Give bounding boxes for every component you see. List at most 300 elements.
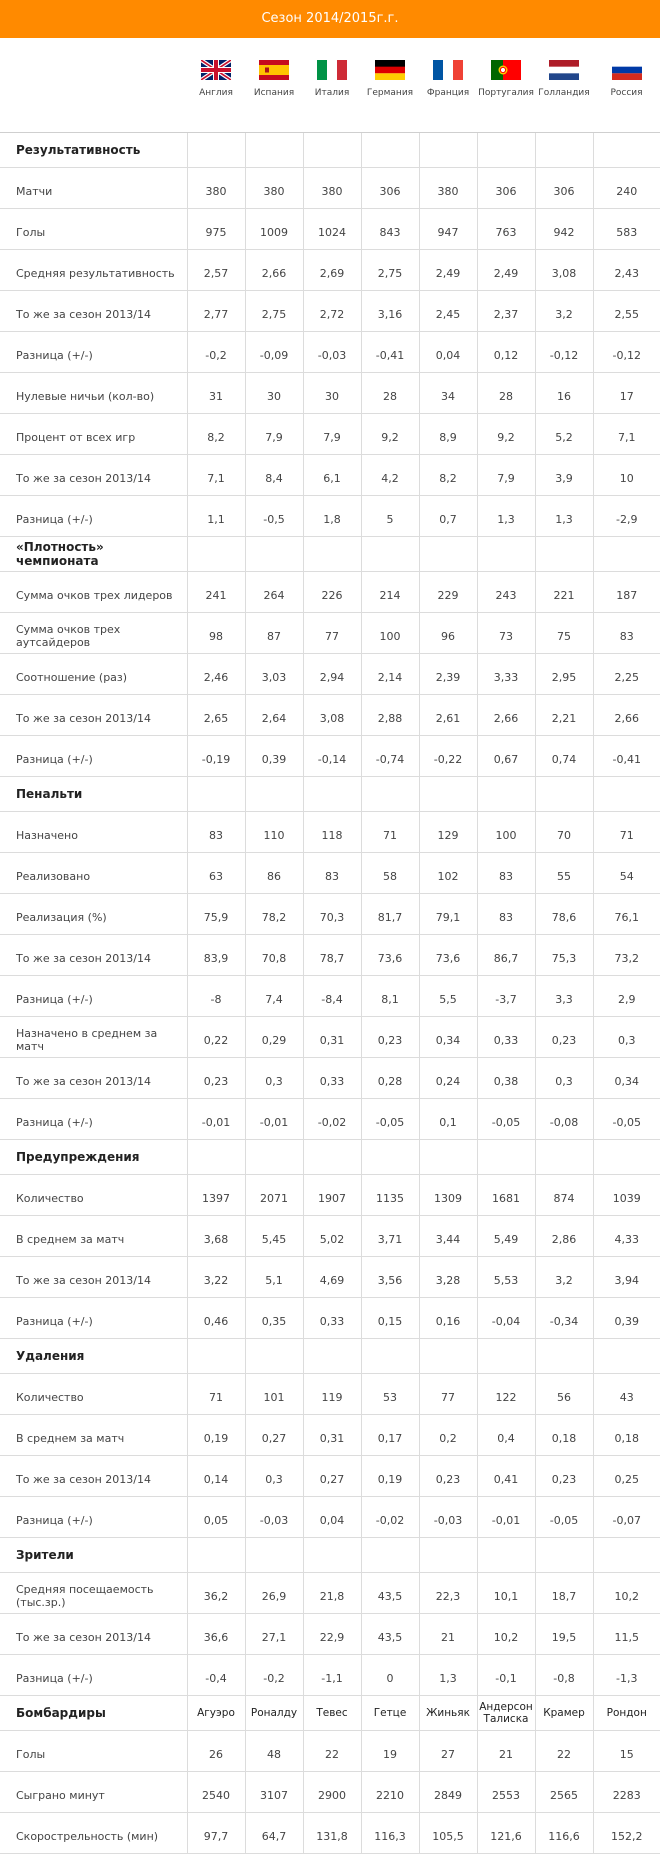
value-cell: 2,21 [535, 695, 593, 736]
country-3 [303, 38, 361, 133]
section-header-row [0, 1538, 660, 1573]
row-label: То же за сезон 2013/14 [0, 455, 187, 496]
value-cell: 7,1 [593, 414, 660, 455]
table-row [0, 455, 660, 496]
row-label: В среднем за матч [0, 1415, 187, 1456]
value-cell: 43,5 [361, 1573, 419, 1614]
value-cell: 3,16 [361, 291, 419, 332]
value-cell: 1039 [593, 1175, 660, 1216]
empty-cell [593, 537, 660, 572]
row-label: Голы [0, 1731, 187, 1772]
value-cell: -0,19 [187, 736, 245, 777]
value-cell: -0,12 [593, 332, 660, 373]
value-cell: 21,8 [303, 1573, 361, 1614]
value-cell: 36,6 [187, 1614, 245, 1655]
value-cell: 3,28 [419, 1257, 477, 1298]
value-cell: 110 [245, 812, 303, 853]
empty-cell [535, 1538, 593, 1573]
value-cell: 2,75 [245, 291, 303, 332]
table-row [0, 1456, 660, 1497]
value-cell: 19,5 [535, 1614, 593, 1655]
value-cell: 78,7 [303, 935, 361, 976]
value-cell: 30 [303, 373, 361, 414]
value-cell: 2,75 [361, 250, 419, 291]
value-cell: 306 [477, 168, 535, 209]
value-cell: -0,05 [361, 1099, 419, 1140]
value-cell: 34 [419, 373, 477, 414]
value-cell: 0,04 [303, 1497, 361, 1538]
value-cell: 77 [303, 613, 361, 654]
value-cell: 2,49 [419, 250, 477, 291]
value-cell: 3,3 [535, 976, 593, 1017]
value-cell: 43,5 [361, 1614, 419, 1655]
row-label: То же за сезон 2013/14 [0, 1257, 187, 1298]
empty-cell [535, 133, 593, 168]
value-cell: 0,33 [303, 1298, 361, 1339]
value-cell: 27 [419, 1731, 477, 1772]
season-header [0, 0, 660, 38]
value-cell: 2,43 [593, 250, 660, 291]
row-label: Разница (+/-) [0, 976, 187, 1017]
row-label: Количество [0, 1175, 187, 1216]
value-cell: 73,2 [593, 935, 660, 976]
value-cell: 0,04 [419, 332, 477, 373]
value-cell: -0,03 [419, 1497, 477, 1538]
value-cell: 70 [535, 812, 593, 853]
value-cell: 0,35 [245, 1298, 303, 1339]
table-row [0, 572, 660, 613]
value-cell: -0,34 [535, 1298, 593, 1339]
value-cell: 2,57 [187, 250, 245, 291]
value-cell: 73,6 [419, 935, 477, 976]
value-cell: 3,2 [535, 1257, 593, 1298]
value-cell: 0,4 [477, 1415, 535, 1456]
table-row [0, 1058, 660, 1099]
empty-cell [419, 537, 477, 572]
country-name: Франция [426, 88, 470, 98]
value-cell: 0 [361, 1655, 419, 1696]
value-cell: 264 [245, 572, 303, 613]
value-cell: 152,2 [593, 1813, 660, 1854]
value-cell: 0,23 [535, 1017, 593, 1058]
value-cell: 131,8 [303, 1813, 361, 1854]
france-flag-icon [433, 60, 463, 80]
value-cell: 48 [245, 1731, 303, 1772]
table-row [0, 1257, 660, 1298]
row-label: Средняя посещаемость (тыс.зр.) [0, 1573, 187, 1614]
table-row [0, 695, 660, 736]
country-name: Германия [366, 88, 414, 98]
value-cell: 102 [419, 853, 477, 894]
value-cell: -0,41 [593, 736, 660, 777]
section-header-row [0, 1339, 660, 1374]
country-4 [361, 38, 419, 133]
value-cell: 3,9 [535, 455, 593, 496]
italy-flag-icon [317, 60, 347, 80]
row-label: Процент от всех игр [0, 414, 187, 455]
value-cell: 28 [361, 373, 419, 414]
uk-flag-icon [201, 60, 231, 80]
spain-flag-icon [259, 60, 289, 80]
value-cell: -3,7 [477, 976, 535, 1017]
row-label: Матчи [0, 168, 187, 209]
value-cell: 0,27 [245, 1415, 303, 1456]
value-cell: 975 [187, 209, 245, 250]
value-cell: 78,6 [535, 894, 593, 935]
value-cell: 53 [361, 1374, 419, 1415]
germany-flag-icon [375, 60, 405, 80]
value-cell: 214 [361, 572, 419, 613]
value-cell: 2,72 [303, 291, 361, 332]
value-cell: 54 [593, 853, 660, 894]
value-cell: 0,17 [361, 1415, 419, 1456]
empty-cell [245, 1140, 303, 1175]
value-cell: -0,4 [187, 1655, 245, 1696]
value-cell: 26 [187, 1731, 245, 1772]
table-row [0, 414, 660, 455]
value-cell: 2,39 [419, 654, 477, 695]
table-row [0, 1298, 660, 1339]
value-cell: -0,12 [535, 332, 593, 373]
row-label: В среднем за матч [0, 1216, 187, 1257]
country-name: Россия [610, 88, 643, 98]
value-cell: 2,66 [477, 695, 535, 736]
value-cell: 1009 [245, 209, 303, 250]
table-row [0, 1731, 660, 1772]
value-cell: -2,9 [593, 496, 660, 537]
value-cell: 43 [593, 1374, 660, 1415]
value-cell: 3,68 [187, 1216, 245, 1257]
value-cell: 100 [361, 613, 419, 654]
value-cell: 71 [361, 812, 419, 853]
row-label: То же за сезон 2013/14 [0, 1058, 187, 1099]
value-cell: -0,02 [361, 1497, 419, 1538]
value-cell: 71 [187, 1374, 245, 1415]
country-6 [477, 38, 535, 133]
value-cell: 22,9 [303, 1614, 361, 1655]
row-label: Реализация (%) [0, 894, 187, 935]
empty-cell [477, 1538, 535, 1573]
value-cell: 0,46 [187, 1298, 245, 1339]
value-cell: 22 [303, 1731, 361, 1772]
section-header-row [0, 777, 660, 812]
value-cell: 63 [187, 853, 245, 894]
table-row [0, 1017, 660, 1058]
value-cell: 31 [187, 373, 245, 414]
empty-cell [477, 133, 535, 168]
value-cell: 76,1 [593, 894, 660, 935]
value-cell: 8,4 [245, 455, 303, 496]
empty-cell [303, 1140, 361, 1175]
value-cell: 5 [361, 496, 419, 537]
value-cell: 19 [361, 1731, 419, 1772]
value-cell: 0,3 [535, 1058, 593, 1099]
value-cell: -0,01 [477, 1497, 535, 1538]
empty-cell [361, 1538, 419, 1573]
table-row [0, 1655, 660, 1696]
value-cell: -0,04 [477, 1298, 535, 1339]
empty-cell [419, 777, 477, 812]
row-label: Сыграно минут [0, 1772, 187, 1813]
value-cell: 1309 [419, 1175, 477, 1216]
value-cell: -0,05 [477, 1099, 535, 1140]
empty-cell [361, 1140, 419, 1175]
value-cell: 0,34 [593, 1058, 660, 1099]
russia-flag-icon [612, 60, 642, 80]
value-cell: 10,2 [593, 1573, 660, 1614]
value-cell: 100 [477, 812, 535, 853]
empty-cell [303, 1339, 361, 1374]
empty-cell [419, 133, 477, 168]
value-cell: 98 [187, 613, 245, 654]
value-cell: 2,64 [245, 695, 303, 736]
player-name: Андерсон Талиска [477, 1696, 535, 1731]
row-label: Разница (+/-) [0, 1099, 187, 1140]
empty-cell [245, 537, 303, 572]
value-cell: 0,31 [303, 1017, 361, 1058]
value-cell: 306 [361, 168, 419, 209]
value-cell: 0,33 [303, 1058, 361, 1099]
value-cell: 83 [477, 894, 535, 935]
row-label: Разница (+/-) [0, 736, 187, 777]
row-label: Разница (+/-) [0, 332, 187, 373]
value-cell: 71 [593, 812, 660, 853]
player-name: Гетце [361, 1696, 419, 1731]
value-cell: 15 [593, 1731, 660, 1772]
value-cell: 81,7 [361, 894, 419, 935]
value-cell: 22 [535, 1731, 593, 1772]
row-label: Скорострельность (мин) [0, 1813, 187, 1854]
value-cell: 0,23 [419, 1456, 477, 1497]
value-cell: 2,86 [535, 1216, 593, 1257]
value-cell: 1,1 [187, 496, 245, 537]
value-cell: 70,3 [303, 894, 361, 935]
value-cell: 2,37 [477, 291, 535, 332]
empty-cell [187, 1538, 245, 1573]
value-cell: 2900 [303, 1772, 361, 1813]
value-cell: 3,2 [535, 291, 593, 332]
value-cell: -0,07 [593, 1497, 660, 1538]
empty-cell [245, 1339, 303, 1374]
value-cell: 0,19 [361, 1456, 419, 1497]
country-name: Англия [199, 88, 233, 98]
corner-cell [0, 38, 187, 133]
value-cell: -0,08 [535, 1099, 593, 1140]
netherlands-flag-icon [549, 60, 579, 80]
value-cell: 87 [245, 613, 303, 654]
empty-cell [187, 1140, 245, 1175]
table-row [0, 168, 660, 209]
value-cell: 2,77 [187, 291, 245, 332]
value-cell: -0,01 [245, 1099, 303, 1140]
value-cell: 1907 [303, 1175, 361, 1216]
country-name: Италия [314, 88, 350, 98]
section-title: Предупреждения [0, 1140, 187, 1175]
value-cell: 36,2 [187, 1573, 245, 1614]
empty-cell [477, 1339, 535, 1374]
value-cell: 16 [535, 373, 593, 414]
table-row [0, 250, 660, 291]
value-cell: -0,14 [303, 736, 361, 777]
row-label: Реализовано [0, 853, 187, 894]
value-cell: 5,1 [245, 1257, 303, 1298]
value-cell: 241 [187, 572, 245, 613]
value-cell: 947 [419, 209, 477, 250]
table-row [0, 373, 660, 414]
value-cell: 78,2 [245, 894, 303, 935]
value-cell: 1,8 [303, 496, 361, 537]
empty-cell [419, 1538, 477, 1573]
player-name: Крамер [535, 1696, 593, 1731]
value-cell: 1135 [361, 1175, 419, 1216]
value-cell: 18,7 [535, 1573, 593, 1614]
row-label: Количество [0, 1374, 187, 1415]
value-cell: 96 [419, 613, 477, 654]
value-cell: 8,2 [187, 414, 245, 455]
value-cell: 8,9 [419, 414, 477, 455]
value-cell: 1024 [303, 209, 361, 250]
value-cell: 380 [303, 168, 361, 209]
value-cell: 73,6 [361, 935, 419, 976]
empty-cell [245, 133, 303, 168]
row-label: Разница (+/-) [0, 1497, 187, 1538]
value-cell: -0,22 [419, 736, 477, 777]
value-cell: 763 [477, 209, 535, 250]
value-cell: 0,3 [245, 1058, 303, 1099]
value-cell: 5,2 [535, 414, 593, 455]
value-cell: 7,9 [303, 414, 361, 455]
value-cell: 2071 [245, 1175, 303, 1216]
value-cell: 73 [477, 613, 535, 654]
value-cell: 83 [593, 613, 660, 654]
value-cell: 3,03 [245, 654, 303, 695]
empty-cell [593, 1140, 660, 1175]
value-cell: 0,1 [419, 1099, 477, 1140]
table-row [0, 1216, 660, 1257]
row-label: Голы [0, 209, 187, 250]
value-cell: 119 [303, 1374, 361, 1415]
value-cell: 4,69 [303, 1257, 361, 1298]
value-cell: 0,7 [419, 496, 477, 537]
empty-cell [477, 537, 535, 572]
value-cell: 1397 [187, 1175, 245, 1216]
value-cell: 0,34 [419, 1017, 477, 1058]
country-name: Португалия [478, 88, 534, 98]
value-cell: 5,53 [477, 1257, 535, 1298]
empty-cell [245, 777, 303, 812]
value-cell: 70,8 [245, 935, 303, 976]
value-cell: 1,3 [477, 496, 535, 537]
value-cell: 0,27 [303, 1456, 361, 1497]
value-cell: 0,23 [361, 1017, 419, 1058]
value-cell: 306 [535, 168, 593, 209]
table-row [0, 332, 660, 373]
value-cell: -0,03 [245, 1497, 303, 1538]
empty-cell [593, 133, 660, 168]
table-row [0, 894, 660, 935]
table-row [0, 1415, 660, 1456]
row-label: Сумма очков трех лидеров [0, 572, 187, 613]
value-cell: 2553 [477, 1772, 535, 1813]
value-cell: -8,4 [303, 976, 361, 1017]
empty-cell [419, 1339, 477, 1374]
portugal-flag-icon [491, 60, 521, 80]
value-cell: 0,3 [593, 1017, 660, 1058]
row-label: Средняя результативность [0, 250, 187, 291]
row-label: То же за сезон 2013/14 [0, 1456, 187, 1497]
value-cell: 4,33 [593, 1216, 660, 1257]
empty-cell [419, 1140, 477, 1175]
value-cell: 1681 [477, 1175, 535, 1216]
row-label: То же за сезон 2013/14 [0, 291, 187, 332]
value-cell: 3,22 [187, 1257, 245, 1298]
value-cell: 7,9 [477, 455, 535, 496]
value-cell: 64,7 [245, 1813, 303, 1854]
value-cell: 27,1 [245, 1614, 303, 1655]
empty-cell [187, 537, 245, 572]
value-cell: 3,33 [477, 654, 535, 695]
empty-cell [593, 1538, 660, 1573]
empty-cell [535, 1339, 593, 1374]
value-cell: 6,1 [303, 455, 361, 496]
empty-cell [303, 133, 361, 168]
table-row [0, 496, 660, 537]
value-cell: 86 [245, 853, 303, 894]
value-cell: 5,49 [477, 1216, 535, 1257]
value-cell: 105,5 [419, 1813, 477, 1854]
value-cell: 2,46 [187, 654, 245, 695]
row-label: Разница (+/-) [0, 496, 187, 537]
value-cell: 0,67 [477, 736, 535, 777]
value-cell: 83 [187, 812, 245, 853]
value-cell: 101 [245, 1374, 303, 1415]
value-cell: 2,69 [303, 250, 361, 291]
value-cell: 2,9 [593, 976, 660, 1017]
value-cell: 226 [303, 572, 361, 613]
country-1 [187, 38, 245, 133]
value-cell: 11,5 [593, 1614, 660, 1655]
empty-cell [361, 133, 419, 168]
empty-cell [361, 1339, 419, 1374]
value-cell: -0,02 [303, 1099, 361, 1140]
value-cell: 874 [535, 1175, 593, 1216]
section-title: Бомбардиры [0, 1696, 187, 1731]
value-cell: 22,3 [419, 1573, 477, 1614]
value-cell: 4,2 [361, 455, 419, 496]
value-cell: 2,55 [593, 291, 660, 332]
section-title: Результативность [0, 133, 187, 168]
value-cell: 0,33 [477, 1017, 535, 1058]
table-row [0, 976, 660, 1017]
value-cell: 380 [245, 168, 303, 209]
value-cell: 86,7 [477, 935, 535, 976]
value-cell: 187 [593, 572, 660, 613]
value-cell: 7,4 [245, 976, 303, 1017]
empty-cell [477, 1140, 535, 1175]
value-cell: 380 [419, 168, 477, 209]
value-cell: 380 [187, 168, 245, 209]
value-cell: 83 [477, 853, 535, 894]
value-cell: 10,1 [477, 1573, 535, 1614]
value-cell: 2,49 [477, 250, 535, 291]
value-cell: 21 [419, 1614, 477, 1655]
value-cell: 1,3 [535, 496, 593, 537]
value-cell: -0,2 [245, 1655, 303, 1696]
value-cell: 0,38 [477, 1058, 535, 1099]
row-label: Нулевые ничьи (кол-во) [0, 373, 187, 414]
empty-cell [361, 777, 419, 812]
value-cell: 2,61 [419, 695, 477, 736]
